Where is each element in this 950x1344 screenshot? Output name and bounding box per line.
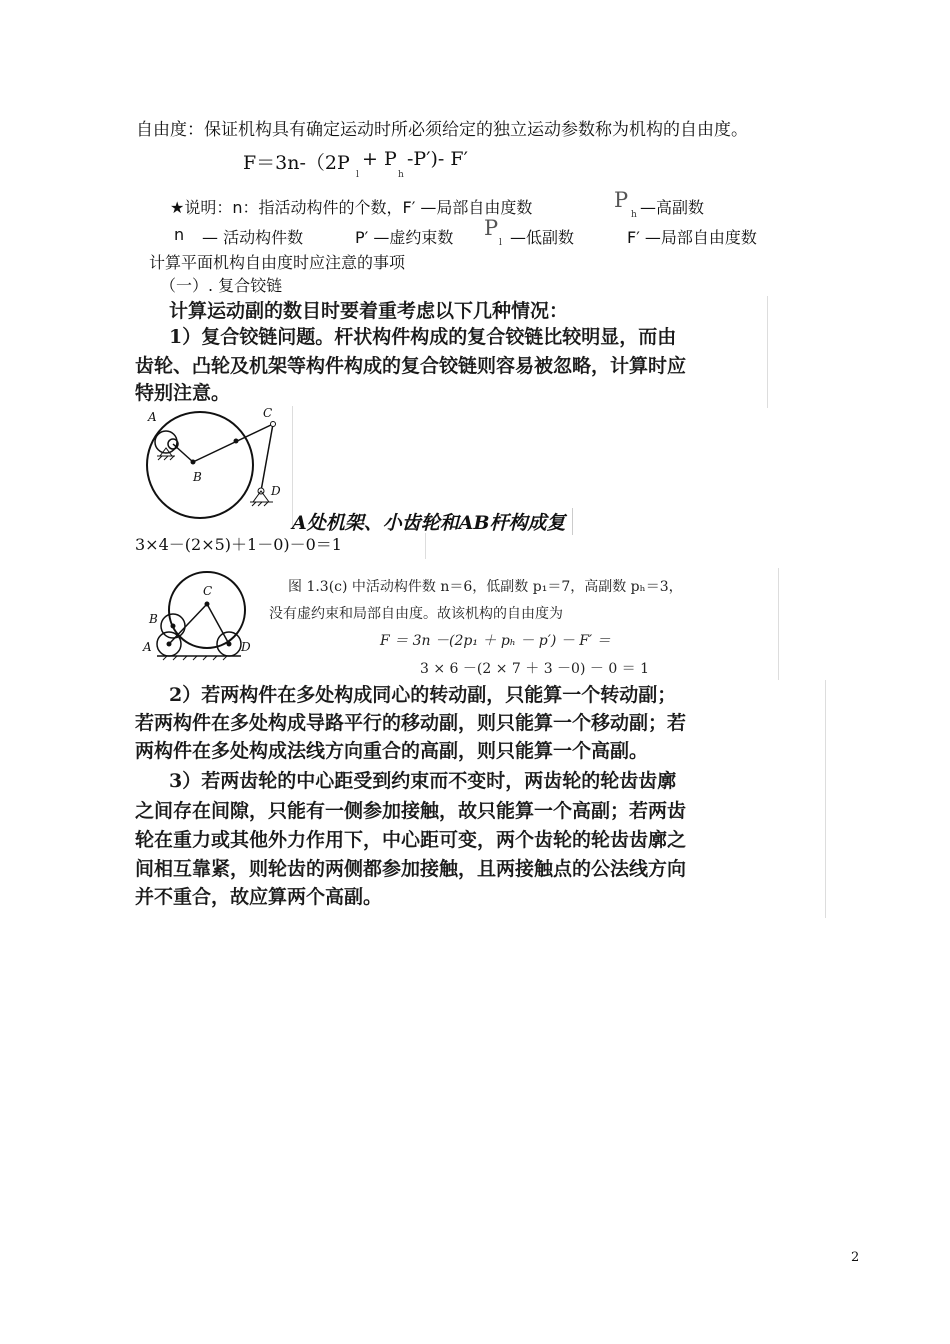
scan2-line7: 间相互靠紧，则轮齿的两侧都参加接触，且两接触点的公法线方向 (135, 858, 687, 880)
formula-part2: + P (362, 148, 397, 170)
note1-tail: —高副数 (640, 198, 705, 217)
note2-d: F′ —局部自由度数 (627, 228, 757, 247)
definition-text: 自由度：保证机构具有确定运动时所必须给定的独立运动参数称为机构的自由度。 (136, 120, 748, 140)
note2-symbol: P (484, 216, 499, 240)
formula-sub-l: l (356, 170, 359, 180)
fig2-label-b: B (149, 612, 158, 626)
fig2-text-line1: 图 1.3(c) 中活动构件数 n＝6，低副数 p₁＝7，高副数 pₕ＝3， (288, 579, 683, 595)
fig1-label-b: B (193, 470, 202, 484)
fig2-text-line3: F ＝ 3n －(2p₁ ＋ pₕ － p′) － F′ ＝ (380, 633, 611, 649)
scan1-line1: 计算运动副的数目时要着重考虑以下几种情况： (169, 300, 569, 322)
scan1-line4: 特别注意。 (135, 382, 231, 404)
figure-2 (133, 560, 263, 678)
fig1-label-a: A (148, 410, 157, 424)
scan2-line1: 2）若两构件在多处构成同心的转动副，只能算一个转动副； (169, 684, 677, 706)
figure-2-text (264, 568, 779, 680)
formula-part3: -P′)- F′ (407, 148, 468, 170)
note1-text: ★说明：n：指活动构件的个数，F′ —局部自由度数 (170, 198, 533, 217)
scan2-line5: 之间存在间隙，只能有一侧参加接触，故只能算一个高副；若两齿 (135, 800, 687, 822)
scan1-line2: 1）复合铰链问题。杆状构件构成的复合铰链比较明显，而由 (169, 326, 677, 348)
fig1-label-c: C (263, 406, 273, 420)
fig2-label-d: D (241, 640, 251, 654)
scan2-line4: 3）若两齿轮的中心距受到约束而不变时，两齿轮的轮齿齿廓 (169, 770, 677, 792)
scan2-line8: 并不重合，故应算两个高副。 (135, 886, 383, 908)
section-heading: 计算平面机构自由度时应注意的事项 (149, 253, 406, 272)
fig2-label-c: C (203, 584, 213, 598)
note2-sub: l (499, 238, 502, 248)
formula-part1: F＝3n-（2P (243, 152, 350, 174)
scan2-line3: 两构件在多处构成法线方向重合的高副，则只能算一个高副。 (135, 740, 649, 762)
fig1-label-d: D (271, 484, 281, 498)
note2-n: n (174, 225, 185, 244)
formula-sub-h: h (398, 170, 404, 180)
scan-block-2 (133, 680, 826, 918)
section-subheading: （一）. 复合铰链 (160, 276, 283, 295)
fig2-text-line2: 没有虚约束和局部自由度。故该机构的自由度为 (269, 606, 563, 622)
scan-block-1 (133, 296, 768, 408)
scan2-line6: 轮在重力或其他外力作用下，中心距可变，两个齿轮的轮齿齿廓之 (135, 829, 687, 851)
mechanism-diagram-1 (133, 406, 292, 528)
equation-1: 3×4－(2×5)＋1－0)－0＝1 (135, 533, 426, 559)
scan2-line2: 若两构件在多处构成导路平行的移动副，则只能算一个移动副；若 (135, 712, 687, 734)
note1-symbol: P (614, 188, 629, 212)
note2-c: —低副数 (510, 228, 575, 247)
figure-1-caption: A处机架、小齿轮和AB杆构成复 (292, 508, 573, 535)
note1-sub: h (631, 210, 637, 220)
fig2-text-line4: 3 × 6 －(2 × 7 ＋ 3 －0) － 0 ＝ 1 (420, 661, 650, 677)
note2-a: — 活动构件数 (202, 228, 304, 247)
figure-1 (133, 406, 293, 528)
page-number: 2 (851, 1250, 860, 1265)
note2-b: P′ —虚约束数 (355, 228, 454, 247)
fig2-label-a: A (143, 640, 152, 654)
scan1-line3: 齿轮、凸轮及机架等构件构成的复合铰链则容易被忽略，计算时应 (135, 355, 687, 377)
